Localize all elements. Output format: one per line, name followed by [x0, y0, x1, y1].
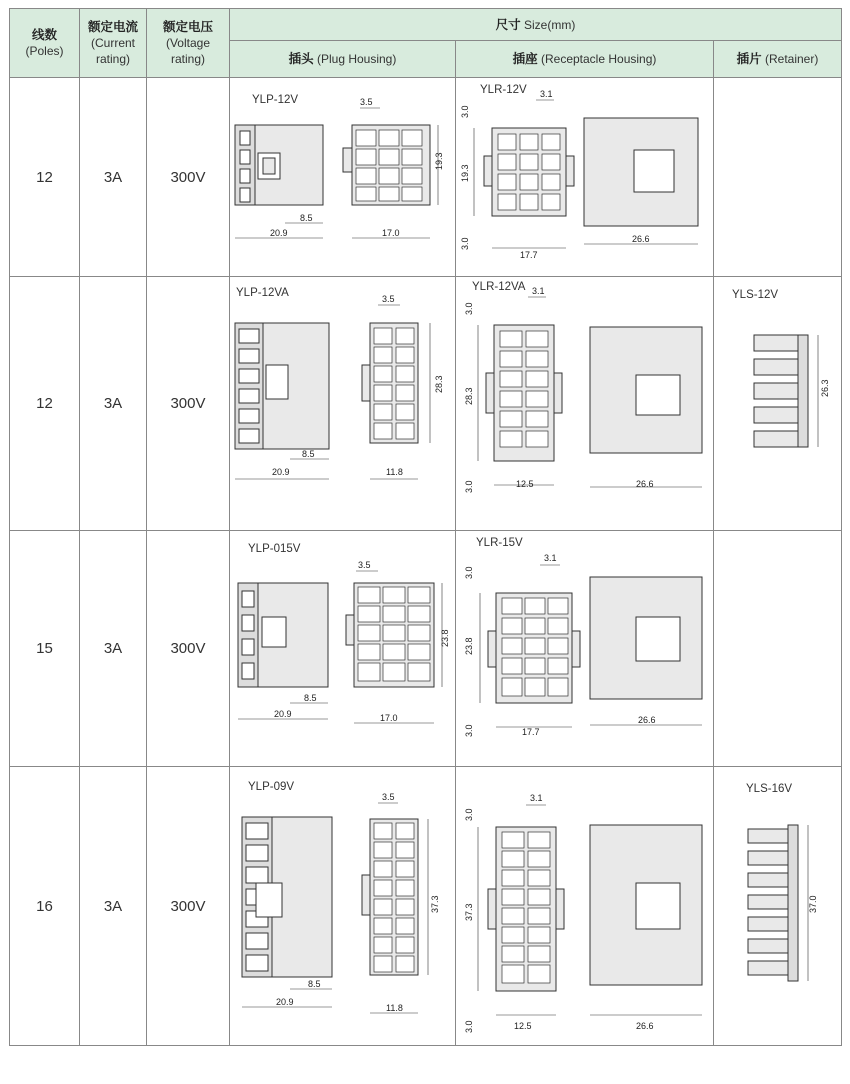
header-receptacle-en: (Receptacle Housing)	[540, 52, 657, 66]
retainer-model-name: YLS-16V	[746, 783, 793, 795]
plug-dim-height: 19.3	[434, 152, 444, 170]
voltage-cell: 300V	[147, 767, 230, 1046]
poles-cell: 12	[10, 78, 80, 277]
header-voltage-zh: 额定电压	[162, 20, 213, 34]
receptacle-model-name: YLR-12V	[480, 84, 527, 96]
plug-drawing	[230, 531, 456, 766]
receptacle-drawing-cell	[456, 531, 714, 767]
receptacle-dim-height: 23.8	[464, 637, 474, 655]
plug-dim-height: 23.8	[440, 629, 450, 647]
retainer-dim-height: 26.3	[820, 379, 830, 397]
retainer-model-name: YLS-12V	[732, 289, 779, 301]
table-row	[10, 277, 842, 531]
receptacle-dim-height: 37.3	[464, 903, 474, 921]
receptacle-dim-top: 3.1	[544, 553, 557, 563]
receptacle-dim-margin-top: 3.0	[464, 566, 474, 579]
current-cell: 3A	[80, 531, 147, 767]
receptacle-drawing	[456, 767, 714, 1045]
retainer-drawing-cell	[714, 277, 842, 531]
plug-model-name: YLP-015V	[248, 543, 301, 555]
header-plug	[230, 41, 456, 78]
table-row	[10, 531, 842, 767]
receptacle-dim-width: 12.5	[514, 1021, 532, 1031]
header-current-zh: 额定电流	[87, 20, 138, 34]
voltage-cell: 300V	[147, 277, 230, 531]
connector-spec-table	[9, 8, 842, 1046]
header-voltage-en2: rating)	[170, 52, 205, 66]
receptacle-dim-height: 28.3	[464, 387, 474, 405]
retainer-drawing-cell	[714, 78, 842, 277]
header-plug-zh: 插头	[288, 52, 314, 66]
receptacle-dim-top: 3.1	[530, 793, 543, 803]
header-poles	[10, 9, 80, 78]
header-poles-zh: 线数	[31, 28, 57, 42]
header-size-en: Size(mm)	[524, 17, 576, 32]
receptacle-dim-length: 26.6	[636, 479, 654, 489]
plug-drawing-cell	[230, 531, 456, 767]
table-row	[10, 767, 842, 1046]
receptacle-dim-top: 3.1	[540, 89, 553, 99]
plug-dim-length: 20.9	[276, 997, 294, 1007]
current-cell: 3A	[80, 78, 147, 277]
receptacle-drawing-cell	[456, 277, 714, 531]
header-size-zh: 尺寸	[495, 17, 521, 32]
plug-drawing-cell	[230, 277, 456, 531]
receptacle-dim-margin-top: 3.0	[460, 105, 470, 118]
receptacle-dim-margin-top: 3.0	[464, 808, 474, 821]
header-receptacle-zh: 插座	[512, 52, 538, 66]
retainer-drawing-cell	[714, 767, 842, 1046]
receptacle-drawing	[456, 277, 714, 530]
plug-dim-width: 17.0	[382, 228, 400, 238]
header-retainer-zh: 插片	[736, 52, 762, 66]
plug-model-name: YLP-12VA	[236, 287, 289, 299]
header-current-en2: rating)	[95, 52, 130, 66]
current-cell: 3A	[80, 767, 147, 1046]
plug-dim-width: 17.0	[380, 713, 398, 723]
retainer-drawing	[714, 767, 842, 1045]
plug-drawing-cell	[230, 78, 456, 277]
retainer-dim-height: 37.0	[808, 895, 818, 913]
voltage-cell: 300V	[147, 531, 230, 767]
receptacle-dim-margin-bottom: 3.0	[464, 724, 474, 737]
plug-dim-width: 11.8	[386, 1003, 403, 1013]
plug-drawing	[230, 78, 456, 276]
receptacle-model-name: YLR-15V	[476, 537, 523, 549]
plug-dim-top: 3.5	[358, 560, 371, 570]
plug-model-name: YLP-12V	[252, 94, 299, 106]
receptacle-drawing-cell	[456, 78, 714, 277]
poles-cell: 16	[10, 767, 80, 1046]
receptacle-dim-margin-bottom: 3.0	[464, 1020, 474, 1033]
current-cell: 3A	[80, 277, 147, 531]
receptacle-dim-length: 26.6	[636, 1021, 654, 1031]
receptacle-dim-length: 26.6	[632, 234, 650, 244]
plug-dim-small: 8.5	[308, 979, 321, 989]
plug-dim-top: 3.5	[382, 792, 395, 802]
receptacle-dim-margin-bottom: 3.0	[460, 237, 470, 250]
receptacle-dim-length: 26.6	[638, 715, 656, 725]
receptacle-dim-margin-top: 3.0	[464, 302, 474, 315]
receptacle-drawing	[456, 531, 714, 766]
receptacle-dim-margin-bottom: 3.0	[464, 480, 474, 493]
voltage-cell: 300V	[147, 78, 230, 277]
plug-dim-small: 8.5	[300, 213, 313, 223]
header-voltage	[147, 9, 230, 78]
plug-model-name: YLP-09V	[248, 781, 295, 793]
header-receptacle	[456, 41, 714, 78]
plug-dim-length: 20.9	[270, 228, 288, 238]
header-retainer	[714, 41, 842, 78]
plug-dim-top: 3.5	[382, 294, 395, 304]
plug-drawing	[230, 767, 456, 1045]
receptacle-dim-top: 3.1	[532, 286, 545, 296]
plug-dim-height: 28.3	[434, 375, 444, 393]
receptacle-model-name: YLR-12VA	[472, 281, 526, 293]
plug-drawing	[230, 277, 456, 530]
header-voltage-en1: (Voltage	[165, 36, 211, 50]
plug-dim-small: 8.5	[302, 449, 315, 459]
receptacle-drawing	[456, 78, 714, 276]
receptacle-dim-width: 12.5	[516, 479, 534, 489]
plug-dim-width: 11.8	[386, 467, 403, 477]
header-current	[80, 9, 147, 78]
header-retainer-en: (Retainer)	[765, 52, 819, 66]
receptacle-dim-width: 17.7	[520, 250, 538, 260]
poles-cell: 12	[10, 277, 80, 531]
plug-contact-grid	[358, 587, 430, 681]
table-row	[10, 78, 842, 277]
retainer-drawing	[714, 277, 842, 530]
receptacle-drawing-cell	[456, 767, 714, 1046]
plug-dim-small: 8.5	[304, 693, 317, 703]
receptacle-contact-grid	[502, 598, 568, 696]
plug-drawing-cell	[230, 767, 456, 1046]
plug-dim-length: 20.9	[272, 467, 290, 477]
header-plug-en: (Plug Housing)	[316, 52, 397, 66]
plug-dim-length: 20.9	[274, 709, 292, 719]
plug-dim-height: 37.3	[430, 895, 440, 913]
poles-cell: 15	[10, 531, 80, 767]
plug-dim-top: 3.5	[360, 97, 373, 107]
receptacle-dim-height: 19.3	[460, 164, 470, 182]
header-size	[230, 9, 842, 41]
retainer-drawing-cell	[714, 531, 842, 767]
header-poles-en: (Poles)	[25, 44, 64, 58]
header-current-en1: (Current	[90, 36, 135, 50]
receptacle-dim-width: 17.7	[522, 727, 540, 737]
